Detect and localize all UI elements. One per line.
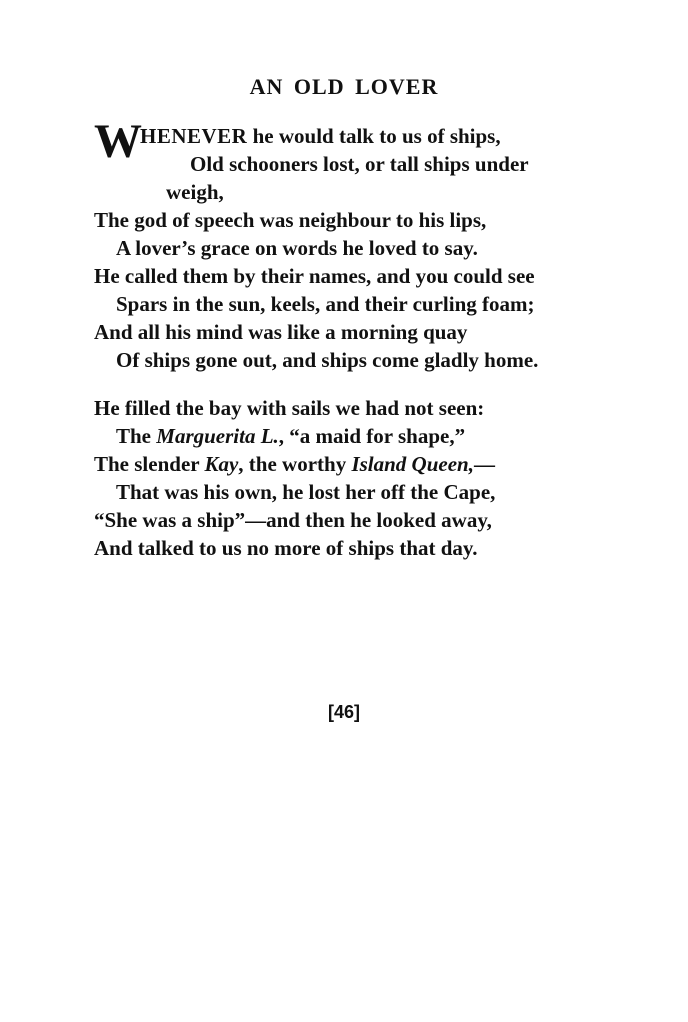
poem-line-continuation: weigh, xyxy=(166,180,224,204)
poem-title: AN OLD LOVER xyxy=(249,74,439,99)
poem-line: “She was a ship”—and then he looked away, xyxy=(94,508,492,532)
drop-cap: W xyxy=(94,115,142,168)
poem-line: He filled the bay with sails we had not seen: xyxy=(94,396,485,420)
poem-line: Spars in the sun, keels, and their curling foam; xyxy=(116,292,535,316)
poem-line: The god of speech was neighbour to his lips, xyxy=(94,208,487,232)
line-text: The slender xyxy=(94,452,205,476)
line-text: The xyxy=(116,424,157,448)
line-text: , the worthy xyxy=(238,452,352,476)
poem-line: That was his own, he lost her off the Cape, xyxy=(116,480,496,504)
ship-name: Island Queen, xyxy=(351,452,474,476)
line-text: — xyxy=(473,452,495,476)
poem-line xyxy=(94,450,654,478)
poem-body xyxy=(94,122,654,562)
poem-line: Old schooners lost, or tall ships under xyxy=(190,152,529,176)
poem-line: And all his mind was like a morning quay xyxy=(94,320,468,344)
stanza-divider xyxy=(94,374,654,394)
poem-line: And talked to us no more of ships that day. xyxy=(94,536,478,560)
stanza-1 xyxy=(94,122,654,374)
page-number: [46] xyxy=(327,702,360,722)
opening-word: HENEVER xyxy=(140,124,248,148)
poem-line xyxy=(94,422,654,450)
ship-name: Marguerita L. xyxy=(156,424,279,448)
line-text: he would talk to us of ships, xyxy=(247,124,501,148)
poem-line: Of ships gone out, and ships come gladly home. xyxy=(116,348,539,372)
poem-line: A lover’s grace on words he loved to say. xyxy=(116,236,478,260)
poem-line xyxy=(94,122,654,150)
ship-name: Kay xyxy=(204,452,239,476)
poem-line: He called them by their names, and you could see xyxy=(94,264,535,288)
stanza-2 xyxy=(94,394,654,562)
line-text: , “a maid for shape,” xyxy=(278,424,466,448)
